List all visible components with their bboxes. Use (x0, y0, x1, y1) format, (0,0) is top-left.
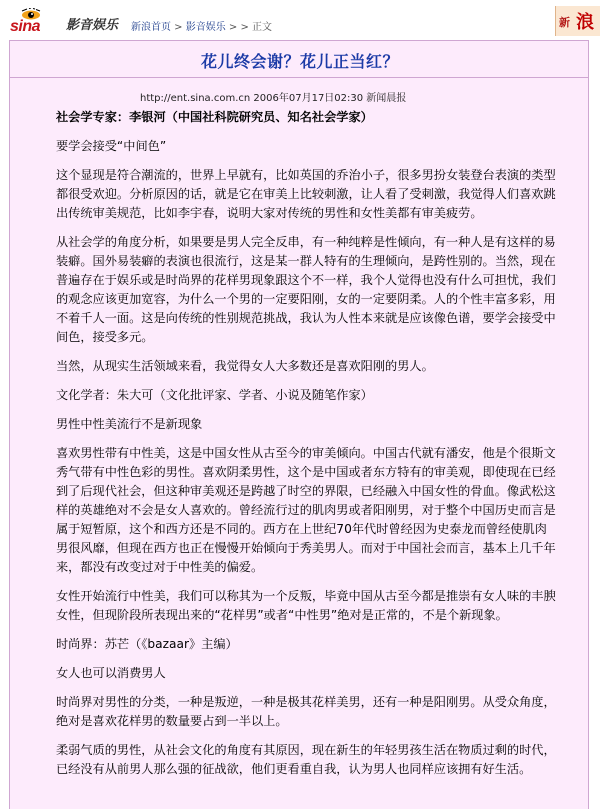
breadcrumb-separator: > > (225, 22, 253, 33)
badge-text-1: 新 (559, 16, 570, 29)
article-paragraph: 文化学者：朱大可（文化批评家、学者、小说及随笔作家） (56, 388, 373, 402)
article-paragraph: 这个显现是符合潮流的，世界上早就有，比如英国的乔治小子，很多男扮女装登台表演的类型都很受欢迎。分析原因的话，就是它在审美上比较刺激，让人看了受刺激，我觉得人们喜欢跳出传统审美规范，比如李宇春，说明大家对传统的男性和女性美都有审美疲劳。 (56, 168, 556, 220)
article-paragraph: 女性开始流行中性美，我们可以称其为一个反叛，毕竟中国从古至今都是推崇有女人味的丰腴女性，但现阶段所表现出来的“花样男”或者“中性男”绝对是正常的，不是个新现象。 (56, 589, 556, 622)
badge-text-2: 浪 (576, 12, 594, 33)
article-paragraph: 要学会接受“中间色” (56, 139, 167, 153)
logo-text: sina (10, 18, 41, 35)
breadcrumb-section-link[interactable]: 影音娱乐 (185, 22, 226, 33)
article-paragraph: 男性中性美流行不是新现象 (56, 417, 203, 431)
article-paragraph: 当然，从现实生活领域来看，我觉得女人大多数还是喜欢阳刚的男人。 (56, 359, 434, 373)
breadcrumb-separator: > (171, 22, 186, 33)
article-paragraph: 从社会学的角度分析，如果要是男人完全反串，有一种纯粹是性倾向，有一种人是有这样的易装癖。国外易装癖的表演也很流行，这是某一群人特有的生理倾向，是跨性别的。当然，现在普遍存在于娱乐或是时尚界的花样男现象跟这个不一样，我个人觉得也没有什么可担忧，我们的观念应该更加宽容，为什么一个男的一定要阳刚，女的一定要阴柔。人的个性丰富多彩，用不着千人一面。这是向传统的性别规范挑战，我认为人性本来就是应该像色谱，要学会接受中间色，接受多元。 (56, 235, 556, 344)
article-paragraph: 时尚界对男性的分类，一种是叛逆，一种是极其花样美男，还有一种是阳刚男。从受众角度，绝对是喜欢花样男的数量要占到一半以上。 (56, 695, 556, 728)
article-paragraph: 女人也可以消费男人 (56, 666, 166, 680)
sina-logo[interactable] (10, 8, 58, 34)
corner-badge[interactable] (555, 6, 600, 36)
article-paragraph: 柔弱气质的男性，从社会文化的角度有其原因，现在新生的年轻男孩生活在物质过剩的时代，已经没有从前男人那么强的征战欲，他们更看重自我，认为男人也同样应该拥有好生活。 (56, 743, 556, 776)
site-header (0, 0, 600, 40)
article-panel (9, 40, 589, 809)
article-body (56, 108, 556, 789)
channel-name[interactable]: 影音娱乐 (66, 18, 119, 33)
article-paragraph: 喜欢男性带有中性美，这是中国女性从古至今的审美倾向。中国古代就有潘安，他是个很斯文秀气带有中性色彩的男性。喜欢阴柔男性，这个是中国或者东方特有的审美观，即使现在已经到了后现代社会，但这种审美观还是跨越了时空的界限，已经融入中国女性的骨血。像武松这样的英雄绝对不会是女人喜欢的。曾经流行过的肌肉男或者阳刚男，对于整个中国历史而言是属于短暂原，这个和西方还是不同的。西方在上世纪70年代时曾经因为史泰龙而曾经使肌肉男很风靡，但现在西方也正在慢慢开始倾向于秀美男人。而对于中国社会而言，基本上几千年来，都没有改变过对于中性美的偏爱。 (56, 446, 556, 574)
article-title: 花儿终会谢？花儿正当红？ (200, 52, 399, 71)
article-paragraph: 时尚界：苏芒（《bazaar》主编） (56, 637, 238, 651)
article-paragraph: 社会学专家：李银河（中国社科院研究员、知名社会学家） (56, 110, 373, 124)
title-divider (10, 77, 588, 78)
breadcrumb-home-link[interactable]: 新浪首页 (131, 22, 171, 33)
breadcrumb-current: 正文 (252, 22, 273, 33)
article-source-line: http://ent.sina.com.cn 2006年07月17日02:30 新闻晨报 (140, 93, 407, 104)
breadcrumb (131, 18, 272, 33)
